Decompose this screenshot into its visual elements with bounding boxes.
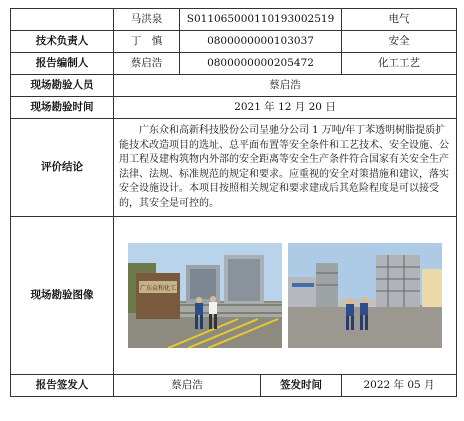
tech-lead-name: 丁 慎 <box>114 31 180 53</box>
site-staff-label: 现场勘验人员 <box>11 75 114 97</box>
evaluation-text: 广东众和高新科技股份公司呈驰分公司 1 万吨/年丁苯透明树脂提质扩能技术改造项目的选址、总平面布置等安全条件和工艺技术、安全设施、公用工程及建构筑物内外部的安全距离等安全生产条件符合国家有关安全生产法律、法规、标准规范的规定和要求。应重视的安全对策措施和建议，落实安全设施设计。本项目按照相关规定和要求建成后其危险程度是可以接受的，其安全是可控的。 <box>114 119 457 217</box>
site-time-value: 2021 年 12 月 20 日 <box>114 97 457 119</box>
site-images-cell <box>114 217 457 375</box>
staff-specialty: 电气 <box>342 9 457 31</box>
tech-lead-specialty: 安全 <box>342 31 457 53</box>
report-author-specialty: 化工工艺 <box>342 53 457 75</box>
staff-row-3 <box>11 53 457 75</box>
site-photo-plant <box>288 243 442 348</box>
issue-time-value: 2022 年 05 月 <box>342 375 457 397</box>
report-author-name: 蔡启浩 <box>114 53 180 75</box>
site-photo-gate <box>128 243 282 348</box>
report-table <box>10 8 457 397</box>
issuer-name: 蔡启浩 <box>114 375 261 397</box>
evaluation-label: 评价结论 <box>11 119 114 217</box>
site-time-label: 现场勘验时间 <box>11 97 114 119</box>
site-time-row <box>11 97 457 119</box>
tech-lead-label: 技术负责人 <box>11 31 114 53</box>
evaluation-row <box>11 119 457 217</box>
site-images-row <box>11 217 457 375</box>
tech-lead-cert: 0800000000103037 <box>180 31 342 53</box>
issue-time-label: 签发时间 <box>261 375 342 397</box>
report-author-label: 报告编制人 <box>11 53 114 75</box>
staff-row-1 <box>11 9 457 31</box>
site-staff-value: 蔡启浩 <box>114 75 457 97</box>
staff-row-2 <box>11 31 457 53</box>
staff-cert-number: S011065000110193002519 <box>180 9 342 31</box>
site-images-label: 现场勘验图像 <box>11 217 114 375</box>
gate-sign-text: 广东众和化工 <box>139 285 177 292</box>
site-staff-row <box>11 75 457 97</box>
issue-row <box>11 375 457 397</box>
issuer-label: 报告签发人 <box>11 375 114 397</box>
staff-name: 马洪泉 <box>114 9 180 31</box>
staff-label-empty <box>11 9 114 31</box>
report-author-cert: 0800000000205472 <box>180 53 342 75</box>
